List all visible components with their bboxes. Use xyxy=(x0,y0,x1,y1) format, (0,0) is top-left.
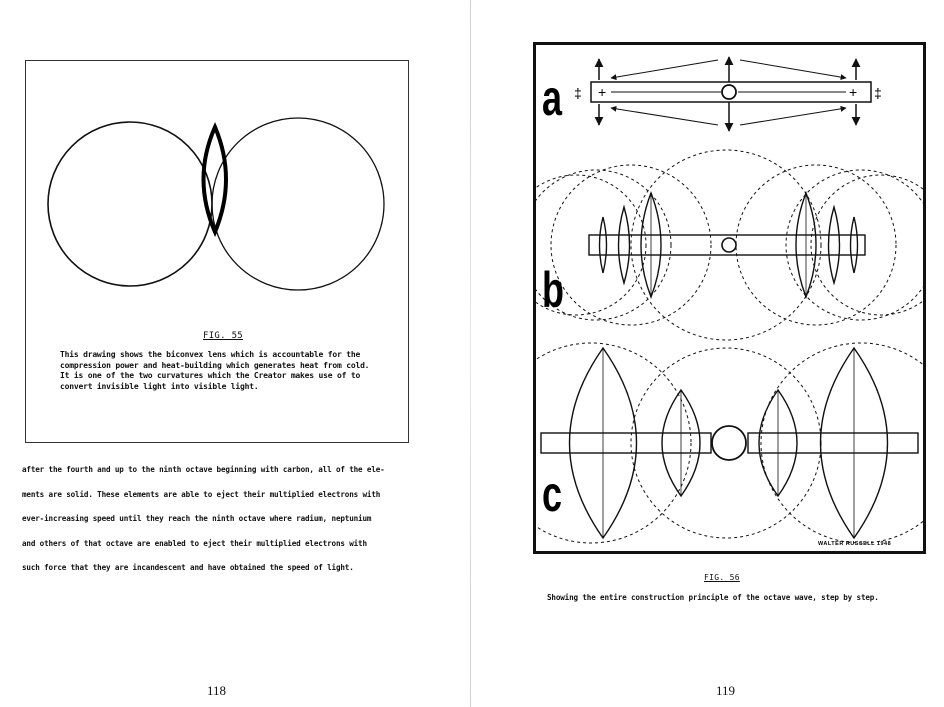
page-number-right: 119 xyxy=(716,683,736,698)
biconvex-lens xyxy=(204,127,227,232)
body-paragraph xyxy=(22,465,442,588)
body-line: and others of that octave are enabled to eject their multiplied electrons with xyxy=(22,538,367,548)
figure-56-drawing xyxy=(536,45,923,551)
caption-line: convert invisible light into visible light. xyxy=(60,381,259,391)
book-gutter xyxy=(470,0,471,707)
svg-text:+: + xyxy=(598,84,607,100)
figure-55-title: FIG. 55 xyxy=(203,331,244,341)
caption-line: compression power and heat-building which generates heat from cold. xyxy=(60,360,370,370)
panel-a-center xyxy=(722,85,736,99)
svg-text:+: + xyxy=(849,84,858,100)
left-page xyxy=(0,0,470,707)
svg-text:‡: ‡ xyxy=(874,85,882,101)
caption-line: This drawing shows the biconvex lens which is accountable for the xyxy=(60,350,361,359)
figure-55-caption xyxy=(60,350,390,392)
figure-56-title: FIG. 56 xyxy=(704,573,740,582)
left-circle xyxy=(48,122,212,286)
svg-text:‡: ‡ xyxy=(574,85,582,101)
body-line: ments are solid. These elements are able to eject their multiplied electrons with xyxy=(22,489,381,499)
panel-c-left-bar xyxy=(541,433,711,453)
artist-signature: WALTER RUSSELL 1948 xyxy=(818,541,892,547)
panel-a-label: a xyxy=(542,71,563,127)
body-line: such force that they are incandescent and have obtained the speed of light. xyxy=(22,563,354,572)
body-line: after the fourth and up to the ninth octave beginning with carbon, all of the ele- xyxy=(22,465,385,474)
figure-55 xyxy=(25,60,409,443)
panel-b-label: b xyxy=(542,263,564,319)
panel-c-right-bar xyxy=(748,433,918,453)
body-line: ever-increasing speed until they reach the ninth octave where radium, neptunium xyxy=(22,514,372,523)
right-circle xyxy=(212,118,384,290)
right-page xyxy=(472,0,944,707)
panel-c-label: c xyxy=(542,467,563,523)
panel-c-center xyxy=(712,426,746,460)
page-number-left: 118 xyxy=(207,683,227,698)
figure-56-caption: Showing the entire construction principle of the octave wave, step by step. xyxy=(547,593,879,602)
figure-56 xyxy=(533,42,926,554)
panel-a-drawing xyxy=(574,57,882,131)
panel-b-center xyxy=(722,238,736,252)
caption-line: It is one of the two curvatures which the Creator makes use of to xyxy=(60,371,361,380)
